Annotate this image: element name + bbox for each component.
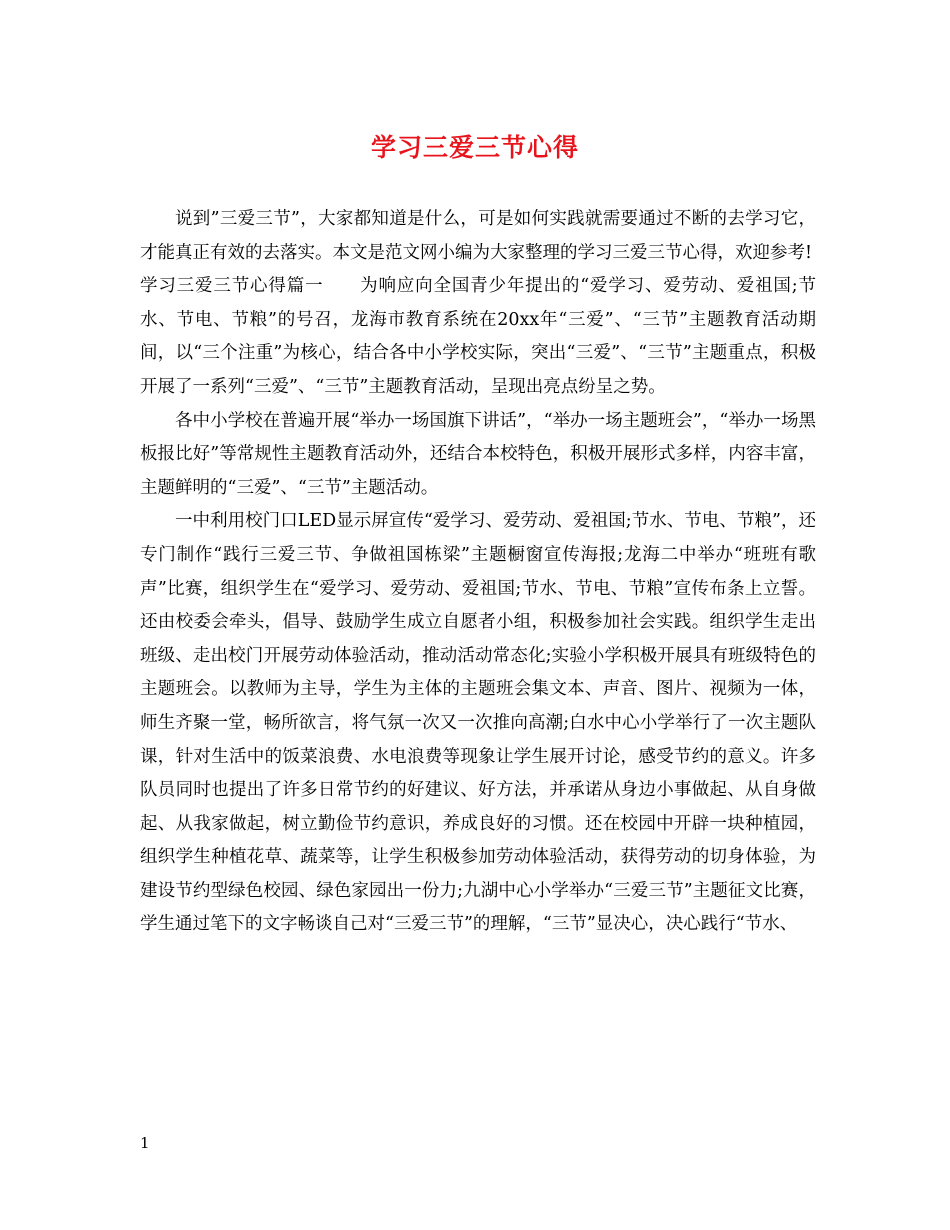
body-paragraph: 说到”三爱三节”，大家都知道是什么，可是如何实践就需要通过不断的去学习它，才能真正有效的去落实。本文是范文网小编为大家整理的学习三爱三节心得，欢迎参考! (140, 209, 816, 263)
body-paragraph: 一中利用校门口LED显示屏宣传“爱学习、爱劳动、爱祖国;节水、节电、节粮”，还专门制作“践行三爱三节、争做祖国栋梁”主题橱窗宣传海报;龙海二中举办“班班有歌声”比赛，组织学生在“爱学习、爱劳动、爱祖国;节水、节电、节粮”宣传布条上立誓。还由校委会牵头，倡导、鼓励学生成立自愿者小组，积极参加社会实践。组织学生走出班级、走出校门开展劳动体验活动，推动活动常态化;实验小学积极开展具有班级特色的主题班会。以教师为主导，学生为主体的主题班会集文本、声音、图片、视频为一体，师生齐聚一堂，畅所欲言，将气氛一次又一次推向高潮;白水中心小学举行了一次主题队课，针对生活中的饭菜浪费、水电浪费等现象让学生展开讨论，感受节约的意义。许多队员同时也提出了许多日常节约的好建议、好方法，并承诺从身边小事做起、从自身做起、从我家做起，树立勤俭节约意识，养成良好的习惯。还在校园中开辟一块种植园，组织学生种植花草、蔬菜等，让学生积极参加劳动体验活动，获得劳动的切身体验，为建设节约型绿色校园、绿色家园出一份力;九湖中心小学举办“三爱三节”主题征文比赛，学生通过笔下的文字畅谈自己对“三爱三节”的理解，“三节”显决心，决心践行“节水、 (140, 511, 816, 935)
body-paragraph: 各中小学校在普遍开展“举办一场国旗下讲话”，“举办一场主题班会”，“举办一场黑板报比好”等常规性主题教育活动外，还结合本校特色，积极开展形式多样，内容丰富，主题鲜明的“三爱”、“三节”主题活动。 (140, 410, 816, 498)
document-title: 学习三爱三节心得 (370, 133, 579, 162)
document-body (140, 203, 816, 942)
body-paragraph: 学习三爱三节心得篇一 为响应向全国青少年提出的“爱学习、爱劳动、爱祖国;节水、节电、节粮”的号召，龙海市教育系统在20xx年“三爱”、“三节”主题教育活动期间，以“三个注重”为核心，结合各中小学校实际，突出“三爱”、“三节”主题重点，积极开展了一系列“三爱”、“三节”主题教育活动，呈现出亮点纷呈之势。 (140, 276, 816, 397)
page-number: 1 (140, 1134, 150, 1152)
